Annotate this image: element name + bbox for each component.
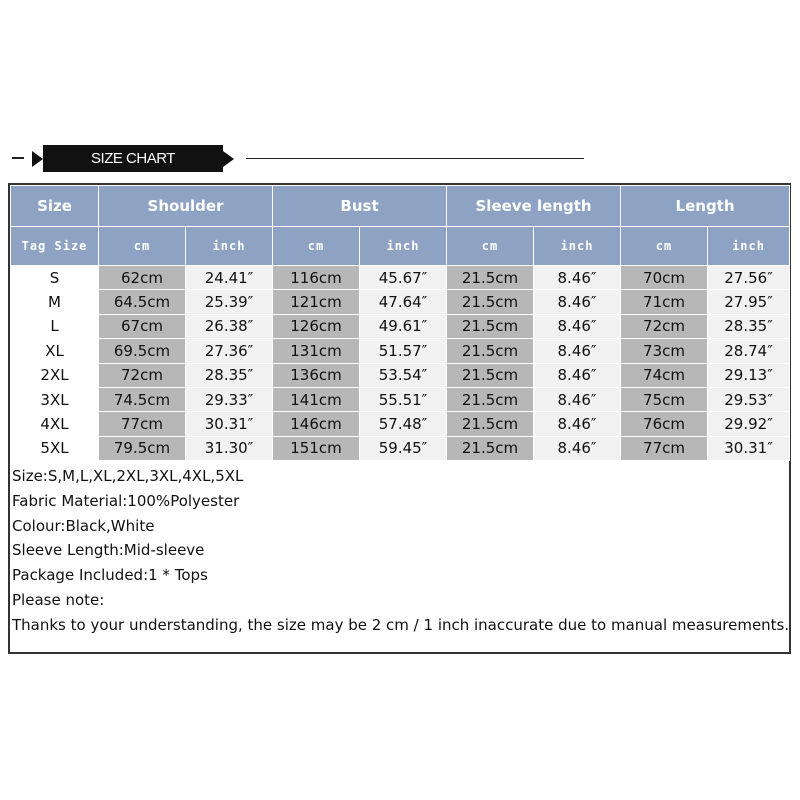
table-cell: 21.5cm <box>447 412 534 436</box>
header-row-units <box>11 227 790 266</box>
table-cell: 141cm <box>273 387 360 411</box>
header-unit-inch: inch <box>534 227 621 266</box>
note-sleeve: Sleeve Length:Mid-sleeve <box>12 541 205 560</box>
note-sizes: Size:S,M,L,XL,2XL,3XL,4XL,5XL <box>12 467 244 485</box>
header-bust: Bust <box>273 186 447 227</box>
table-cell: 126cm <box>273 314 360 338</box>
table-row <box>11 436 790 460</box>
table-cell: 24.41″ <box>186 266 273 290</box>
table-cell: 74.5cm <box>99 387 186 411</box>
table-cell: 72cm <box>621 314 708 338</box>
table-cell: 21.5cm <box>447 363 534 387</box>
table-cell: 77cm <box>99 412 186 436</box>
note-fabric: Fabric Material:100%Polyester <box>12 491 240 510</box>
table-cell: 21.5cm <box>447 314 534 338</box>
banner-notch-right <box>223 151 234 167</box>
table-cell: 29.92″ <box>708 412 790 436</box>
table-cell: 77cm <box>621 436 708 460</box>
table-cell: 8.46″ <box>534 290 621 314</box>
table-cell: 8.46″ <box>534 412 621 436</box>
table-cell: 27.36″ <box>186 339 273 363</box>
table-cell: 116cm <box>273 266 360 290</box>
table-cell: 67cm <box>99 314 186 338</box>
table-cell: 49.61″ <box>360 314 447 338</box>
table-cell: 73cm <box>621 339 708 363</box>
header-tag-size: Tag Size <box>11 227 99 266</box>
table-cell: 25.39″ <box>186 290 273 314</box>
size-cell: 5XL <box>11 436 99 460</box>
table-cell: 8.46″ <box>534 436 621 460</box>
table-cell: 146cm <box>273 412 360 436</box>
table-cell: 27.56″ <box>708 266 790 290</box>
table-cell: 55.51″ <box>360 387 447 411</box>
table-cell: 57.48″ <box>360 412 447 436</box>
table-cell: 29.53″ <box>708 387 790 411</box>
product-notes <box>12 464 790 638</box>
header-unit-cm: cm <box>273 227 360 266</box>
table-cell: 31.30″ <box>186 436 273 460</box>
size-cell: 2XL <box>11 363 99 387</box>
table-row <box>11 363 790 387</box>
header-unit-inch: inch <box>360 227 447 266</box>
header-shoulder: Shoulder <box>99 186 273 227</box>
table-cell: 28.35″ <box>708 314 790 338</box>
table-cell: 131cm <box>273 339 360 363</box>
size-table <box>10 185 790 461</box>
table-cell: 28.35″ <box>186 363 273 387</box>
table-cell: 70cm <box>621 266 708 290</box>
table-cell: 76cm <box>621 412 708 436</box>
size-cell: XL <box>11 339 99 363</box>
header-unit-cm: cm <box>621 227 708 266</box>
banner-title: SIZE CHART <box>43 145 223 172</box>
table-cell: 121cm <box>273 290 360 314</box>
table-cell: 71cm <box>621 290 708 314</box>
table-cell: 59.45″ <box>360 436 447 460</box>
table-row <box>11 314 790 338</box>
table-cell: 30.31″ <box>708 436 790 460</box>
size-chart-banner <box>0 134 800 184</box>
note-colour: Colour:Black,White <box>12 516 155 535</box>
header-unit-inch: inch <box>708 227 790 266</box>
table-row <box>11 339 790 363</box>
header-size: Size <box>11 186 99 227</box>
size-cell: 3XL <box>11 387 99 411</box>
size-chart-frame <box>8 183 791 654</box>
table-cell: 45.67″ <box>360 266 447 290</box>
table-cell: 53.54″ <box>360 363 447 387</box>
table-cell: 21.5cm <box>447 339 534 363</box>
table-cell: 8.46″ <box>534 314 621 338</box>
note-please: Please note: <box>12 590 105 609</box>
table-cell: 62cm <box>99 266 186 290</box>
table-cell: 29.33″ <box>186 387 273 411</box>
table-cell: 27.95″ <box>708 290 790 314</box>
size-cell: 4XL <box>11 412 99 436</box>
table-cell: 21.5cm <box>447 290 534 314</box>
note-package: Package Included:1 * Tops <box>12 566 208 585</box>
table-cell: 74cm <box>621 363 708 387</box>
note-disclaimer: Thanks to your understanding, the size may be 2 cm / 1 inch inaccurate due to manual measurements. <box>12 615 790 634</box>
table-cell: 29.13″ <box>708 363 790 387</box>
size-cell: M <box>11 290 99 314</box>
table-cell: 136cm <box>273 363 360 387</box>
table-cell: 79.5cm <box>99 436 186 460</box>
size-cell: L <box>11 314 99 338</box>
table-cell: 72cm <box>99 363 186 387</box>
header-row-groups <box>11 186 790 227</box>
header-sleeve-length: Sleeve length <box>447 186 621 227</box>
header-unit-cm: cm <box>99 227 186 266</box>
table-cell: 51.57″ <box>360 339 447 363</box>
header-unit-inch: inch <box>186 227 273 266</box>
table-cell: 64.5cm <box>99 290 186 314</box>
table-row <box>11 412 790 436</box>
table-cell: 47.64″ <box>360 290 447 314</box>
table-cell: 28.74″ <box>708 339 790 363</box>
table-cell: 26.38″ <box>186 314 273 338</box>
size-cell: S <box>11 266 99 290</box>
table-cell: 8.46″ <box>534 266 621 290</box>
table-row <box>11 387 790 411</box>
table-cell: 151cm <box>273 436 360 460</box>
banner-rule <box>246 158 584 159</box>
table-cell: 8.46″ <box>534 387 621 411</box>
table-cell: 8.46″ <box>534 363 621 387</box>
table-row <box>11 290 790 314</box>
table-cell: 30.31″ <box>186 412 273 436</box>
table-cell: 21.5cm <box>447 436 534 460</box>
banner-dash <box>12 157 24 159</box>
table-cell: 69.5cm <box>99 339 186 363</box>
table-cell: 21.5cm <box>447 266 534 290</box>
table-cell: 21.5cm <box>447 387 534 411</box>
header-length: Length <box>621 186 790 227</box>
header-unit-cm: cm <box>447 227 534 266</box>
table-cell: 75cm <box>621 387 708 411</box>
table-cell: 8.46″ <box>534 339 621 363</box>
table-row <box>11 266 790 290</box>
banner-notch-left <box>32 151 43 167</box>
